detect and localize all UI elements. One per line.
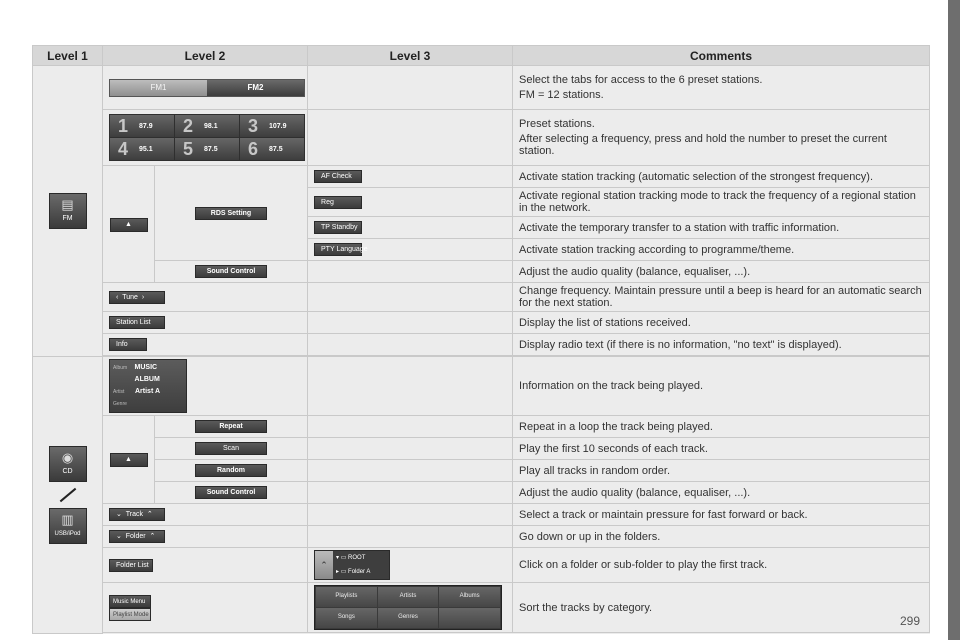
folder-comment: Go down or up in the folders. [513,526,930,548]
fm-tab-strip [109,79,305,97]
cd-expand-arrow-button[interactable]: ▲ [110,453,148,467]
presets-cell [103,110,308,166]
usb-icon: ▥ [61,511,74,527]
tune-button[interactable]: ‹ Tune › [109,291,165,304]
table-row [33,504,930,526]
scan-comment: Play the first 10 seconds of each track. [513,438,930,460]
tab-fm2[interactable]: FM2 [207,80,304,96]
preset-grid [109,114,305,161]
fm-arrow-cell [103,166,155,283]
track-button[interactable]: ⌄ Track ⌃ [109,508,165,521]
track-comment: Select a track or maintain pressure for fast forward or back. [513,504,930,526]
music-menu-comment: Sort the tracks by category. [513,583,930,633]
station-list-button[interactable]: Station List [109,316,165,329]
table-row [33,482,930,504]
fm-tabs-cell [103,66,308,110]
preset-button-1[interactable]: 1 87.9 [110,115,174,137]
header-comments: Comments [513,46,930,66]
table-row [33,548,930,583]
category-songs[interactable]: Songs [316,608,377,628]
rds-setting-cell [155,166,308,261]
cd-sound-control-comment: Adjust the audio quality (balance, equaliser, ...). [513,482,930,504]
track-label: Track [125,511,144,518]
presets-comment: Preset stations. After selecting a frequency, press and hold the number to preset the current station. [513,110,930,166]
table-row [33,460,930,482]
tree-item-folder-a[interactable]: ▸ ▭ Folder A [336,569,371,575]
preset-button-2[interactable]: 2 98.1 [175,115,239,137]
tune-comment: Change frequency. Maintain pressure until a beep is heard for an automatic search for the next station. [513,283,930,312]
folder-list-button[interactable]: Folder List [109,559,153,572]
folder-button[interactable]: ⌄ Folder ⌃ [109,530,165,543]
tab-fm1[interactable]: FM1 [110,80,207,96]
header-level3: Level 3 [308,46,513,66]
table-row [33,416,930,438]
table-row [33,334,930,356]
preset-button-4[interactable]: 4 95.1 [110,138,174,160]
music-menu-button[interactable]: Music Menu [109,595,151,608]
category-grid [314,585,502,630]
station-list-comment: Display the list of stations received. [513,312,930,334]
fm-source-button[interactable] [49,193,87,229]
tree-item-root[interactable]: ▾ ▭ ROOT [336,555,366,561]
reg-comment: Activate regional station tracking mode to track the frequency of a regional station in the network. [513,188,930,217]
header-level2: Level 2 [103,46,308,66]
fm-tabs-comment: Select the tabs for access to the 6 preset stations. FM = 12 stations. [513,66,930,110]
pty-language-button[interactable]: PTY Language [314,243,362,256]
table-row [33,526,930,548]
sound-control-comment: Adjust the audio quality (balance, equaliser, ...). [513,261,930,283]
radio-icon: ▤ [61,197,74,212]
album-info-comment: Information on the track being played. [513,357,930,416]
tune-label: Tune [122,293,138,301]
table-row [33,166,930,188]
audio-menu-table [32,45,930,634]
random-button[interactable]: Random [195,464,267,477]
page-edge-bar [948,0,960,640]
info-button[interactable]: Info [109,338,147,351]
table-row [33,438,930,460]
category-artists[interactable]: Artists [378,587,439,607]
table-header-row [33,46,930,66]
scan-button[interactable]: Scan [195,442,267,455]
af-check-button[interactable]: AF Check [314,170,362,183]
playlist-mode-button[interactable]: Playlist Mode [109,608,151,621]
disc-icon: ◉ [61,449,74,465]
cd-source-cell [33,357,103,634]
fm-source-cell [33,66,103,357]
folder-tree [314,550,390,580]
category-genres[interactable]: Genres [378,608,439,628]
category-empty [439,608,500,628]
usb-label: USB/iPod [54,530,81,537]
preset-button-6[interactable]: 6 87.5 [240,138,304,160]
af-check-comment: Activate station tracking (automatic selection of the strongest frequency). [513,166,930,188]
reg-button[interactable]: Reg [314,196,362,209]
album-info-panel: Album MUSIC ALBUM Artist Artist A Genre [109,359,187,413]
sound-control-button[interactable]: Sound Control [195,265,267,278]
preset-button-5[interactable]: 5 87.5 [175,138,239,160]
table-row [33,261,930,283]
info-comment: Display radio text (if there is no information, "no text" is displayed). [513,334,930,356]
table-row [33,283,930,312]
header-level1: Level 1 [33,46,103,66]
table-row [33,110,930,166]
table-row [33,357,930,416]
folder-list-comment: Click on a folder or sub-folder to play the first track. [513,548,930,583]
preset-button-3[interactable]: 3 107.9 [240,115,304,137]
category-albums[interactable]: Albums [439,587,500,607]
usb-source-button[interactable] [49,508,87,544]
divider-slash [59,488,76,502]
cd-source-button[interactable] [49,446,87,482]
expand-arrow-button[interactable]: ▲ [110,218,148,232]
pty-language-comment: Activate station tracking according to programme/theme. [513,239,930,261]
chevron-up-icon[interactable]: ⌃ [315,551,333,579]
repeat-comment: Repeat in a loop the track being played. [513,416,930,438]
tp-standby-button[interactable]: TP Standby [314,221,362,234]
cd-label: CD [62,467,73,475]
tp-standby-comment: Activate the temporary transfer to a station with traffic information. [513,217,930,239]
folder-label: Folder [125,533,146,540]
table-row [33,312,930,334]
rds-setting-button[interactable]: RDS Setting [195,207,267,220]
music-menu-stack [109,595,151,621]
category-playlists[interactable]: Playlists [316,587,377,607]
table-row [33,583,930,633]
repeat-button[interactable]: Repeat [195,420,267,433]
random-comment: Play all tracks in random order. [513,460,930,482]
cd-sound-control-button[interactable]: Sound Control [195,486,267,499]
table-row [33,66,930,110]
page-number: 299 [900,614,921,628]
fm-label: FM [62,215,73,222]
